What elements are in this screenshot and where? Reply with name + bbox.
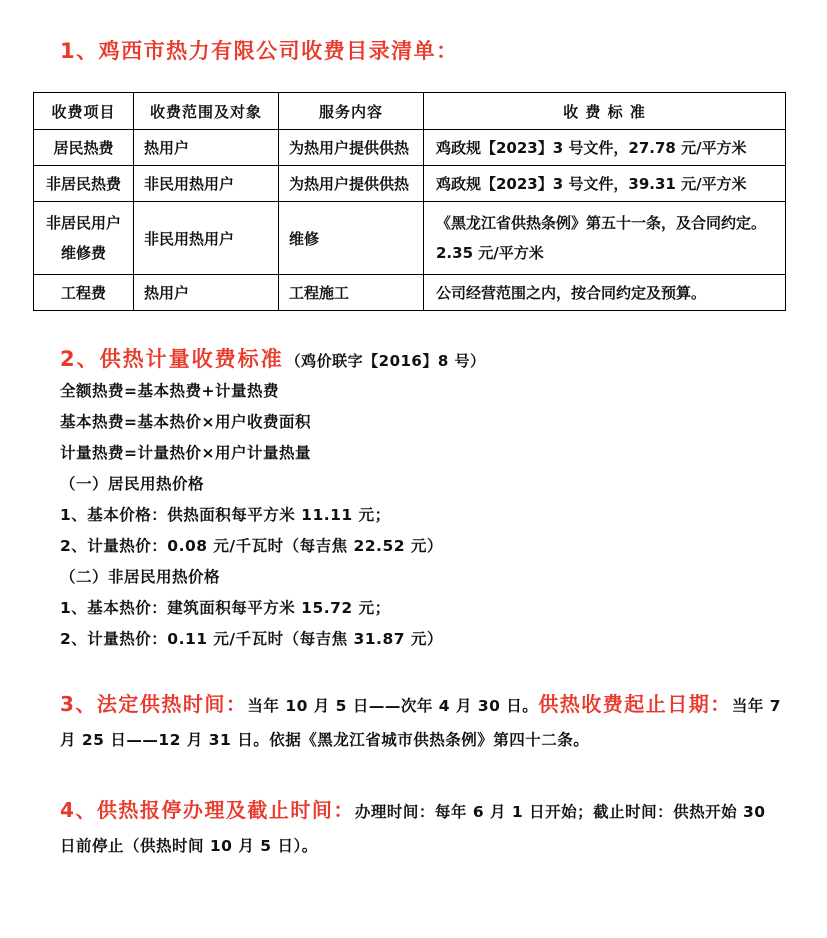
formula-total-heat-fee: 全额热费=基本热费+计量热费 xyxy=(60,382,279,400)
table-header-row xyxy=(34,93,786,130)
section2-heading-red: 2、供热计量收费标准 xyxy=(60,347,284,371)
cell-scope: 热用户 xyxy=(134,275,279,311)
formula-metered-heat-fee: 计量热费=计量热价×用户计量热量 xyxy=(60,444,311,462)
cell-scope: 非民用热用户 xyxy=(134,166,279,202)
residential-price-subtitle: （一）居民用热价格 xyxy=(60,475,205,493)
table-row-nonresident-repair-fee xyxy=(34,202,786,275)
cell-standard-line1: 《黑龙江省供热条例》第五十一条，及合同约定。 xyxy=(436,214,767,232)
fee-table xyxy=(33,92,786,311)
cell-scope: 非民用热用户 xyxy=(134,202,279,275)
section3-billing-dates: 当年 7 月 25 日——12 月 31 日。依据《黑龙江省城市供热条例》第四十二条。 xyxy=(60,697,781,749)
col-header-service: 服务内容 xyxy=(279,93,424,130)
section4-heading-stop-service: 4、供热报停办理及截止时间： xyxy=(60,798,355,822)
cell-standard: 鸡政规【2023】3 号文件，39.31 元/平方米 xyxy=(424,166,786,202)
nonresidential-basic-price: 1、基本热价：建筑面积每平方米 15.72 元； xyxy=(60,599,391,617)
residential-basic-price: 1、基本价格：供热面积每平方米 11.11 元； xyxy=(60,506,391,524)
section2-heading xyxy=(60,344,787,376)
section3-heading-legal-heating-period: 3、法定供热时间： xyxy=(60,692,248,716)
cell-fee-item: 非居民热费 xyxy=(34,166,134,202)
section4-paragraph xyxy=(60,793,787,863)
section3-paragraph xyxy=(60,687,787,757)
cell-service: 维修 xyxy=(279,202,424,275)
residential-metered-price: 2、计量热价：0.08 元/千瓦时（每吉焦 22.52 元） xyxy=(60,537,443,555)
nonresidential-metered-price: 2、计量热价：0.11 元/千瓦时（每吉焦 31.87 元） xyxy=(60,630,443,648)
section3-legal-heating-dates: 当年 10 月 5 日——次年 4 月 30 日。 xyxy=(247,697,539,715)
cell-standard: 鸡政规【2023】3 号文件，27.78 元/平方米 xyxy=(424,130,786,166)
cell-fee-item: 工程费 xyxy=(34,275,134,311)
section2 xyxy=(60,344,787,655)
col-header-fee-item: 收费项目 xyxy=(34,93,134,130)
formula-basic-heat-fee: 基本热费=基本热价×用户收费面积 xyxy=(60,413,311,431)
cell-fee-item: 居民热费 xyxy=(34,130,134,166)
col-header-standard: 收 费 标 准 xyxy=(424,93,786,130)
cell-fee-item-line2: 维修费 xyxy=(60,244,106,262)
table-row-nonresident-heat-fee xyxy=(34,166,786,202)
section1-heading: 1、鸡西市热力有限公司收费目录清单： xyxy=(60,39,459,63)
cell-standard: 公司经营范围之内，按合同约定及预算。 xyxy=(424,275,786,311)
cell-scope: 热用户 xyxy=(134,130,279,166)
section3-heading-billing-period: 供热收费起止日期： xyxy=(538,692,732,716)
table-row-project-fee xyxy=(34,275,786,311)
section4-stop-service-details: 办理时间：每年 6 月 1 日开始；截止时间：供热开始 30 日前停止（供热时间 10 月 5 日）。 xyxy=(60,803,766,855)
table-row-resident-heat-fee xyxy=(34,130,786,166)
nonresidential-price-subtitle: （二）非居民用热价格 xyxy=(60,568,221,586)
col-header-scope: 收费范围及对象 xyxy=(134,93,279,130)
section2-heading-note: （鸡价联字【2016】8 号） xyxy=(285,352,486,370)
cell-standard-line2: 2.35 元/平方米 xyxy=(436,244,544,262)
cell-service: 为热用户提供供热 xyxy=(279,130,424,166)
cell-fee-item xyxy=(34,202,134,275)
cell-standard xyxy=(424,202,786,275)
cell-service: 工程施工 xyxy=(279,275,424,311)
cell-service: 为热用户提供供热 xyxy=(279,166,424,202)
cell-fee-item-line1: 非居民用户 xyxy=(45,214,121,232)
